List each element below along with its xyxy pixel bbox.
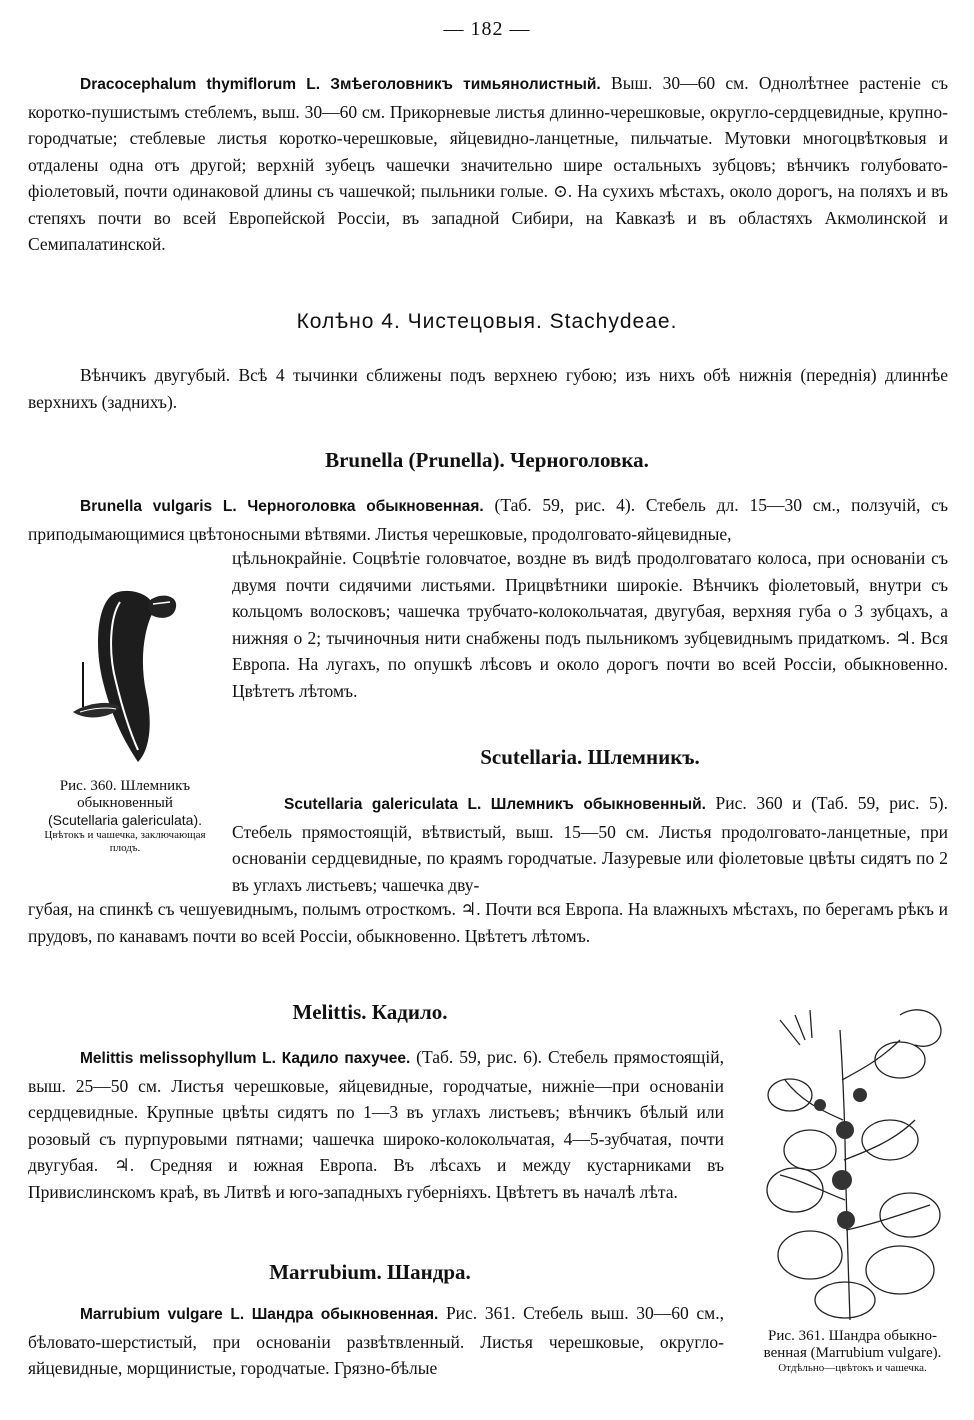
melittis-description: (Таб. 59, рис. 6). Стебель прямостоящій, выш. 25—50 см. Листья черешковые, яйцевидные, городчатые, нижніе—при основаніи сердцевидные. Крупные цвѣты сидятъ по 1—3 въ углахъ листьевъ; вѣнчикъ бѣлый или розовый съ пурпуровыми пятнами; чашечка широко-колокольчатая, 4—5-зубчатая, почти двугубая. ♃. Средняя и южная Европа. Въ лѣсахъ и между кустарниками въ Привислинскомъ краѣ, въ Литвѣ и юго-западныхъ губерніяхъ. Цвѣтетъ въ началѣ лѣта. [28, 1047, 724, 1202]
dracocephalum-species-name: Dracocephalum thymiflorum L. Змѣеголовникъ тимьянолистный. [80, 76, 601, 93]
brunella-paragraph-start [28, 492, 948, 547]
figure-360-caption [30, 778, 220, 855]
marrubium-paragraph [28, 1300, 724, 1382]
figure-361-caption-title: Рис. 361. Шандра обыкно- [768, 1328, 937, 1344]
brunella-description-continued: цѣльнокрайніе. Соцвѣтіе головчатое, воздне въ видѣ продолговатаго колоса, при основаніи съ двумя почти сидячими листьями. Прицвѣтники широкіе. Вѣнчикъ фіолетовый, внутри съ кольцомъ волосковъ; чашечка трубчато-колокольчатая, двугубая, верхняя губа о 3 зубцахъ, а нижняя о 2; тычиночныя нити снабжены подъ пыльникомъ зубцевиднымъ придаткомъ. ♃. Вся Европа. На лугахъ, по опушкѣ лѣсовъ и около дорогъ почти во всей Россіи, обыкновенно. Цвѣтетъ лѣтомъ. [232, 548, 948, 701]
marrubium-description: Рис. 361. Стебель выш. 30—60 см., бѣловато-шерстистый, при основаніи развѣтвленный. Листья черешковые, округло-яйцевидные, морщинистые, городчатые. Грязно-бѣлые [28, 1303, 724, 1378]
tribe-description: Вѣнчикъ двугубый. Всѣ 4 тычинки сближены подъ верхнею губою; изъ нихъ обѣ нижнія (переднія) длиннѣе верхнихъ (заднихъ). [28, 365, 948, 412]
scutellaria-paragraph [232, 790, 948, 898]
figure-360-caption-common-name: обыкновенный [77, 795, 173, 811]
dracocephalum-description: Выш. 30—60 см. Однолѣтнее растеніе съ коротко-пушистымъ стеблемъ, выш. 30—60 см. Прикорневые листья длинно-черешковые, округло-сердцевидные, крупно-городчатые; стеблевые листья коротко-черешковые, яйцевидно-ланцетные, пильчатые. Мутовки многоцвѣтковыя и отдалены одна отъ другой; верхній зубецъ чашечки значительно шире остальныхъ зубцовъ; вѣнчикъ голубовато-фіолетовый, почти одинаковой длины съ чашечкой; пыльники голые. ⊙. На сухихъ мѣстахъ, около дорогъ, на поляхъ и въ степяхъ почти во всей Европейской Россіи, въ западной Сибири, на Кавказѣ и въ областяхъ Акмолинской и Семипалатинской. [28, 73, 948, 254]
figure-360-caption-note: Цвѣтокъ и чашечка, заключающая плодъ. [44, 829, 206, 854]
melittis-species-name: Melittis melissophyllum L. Кадило пахучее. [80, 1050, 411, 1067]
brunella-description-start: (Таб. 59, рис. 4). Стебель дл. 15—30 см., ползучій, съ приподымающимися цвѣтоносными вѣтвями. Листья черешковые, продолговато-яйцевидные, [28, 495, 949, 544]
brunella-genus-heading: Brunella (Prunella). Черноголовка. [325, 448, 649, 472]
marrubium-genus-heading: Marrubium. Шандра. [269, 1260, 471, 1284]
scutellaria-description-continued: губая, на спинкѣ съ чешуевиднымъ, полымъ отросткомъ. ♃. Почти вся Европа. На влажныхъ мѣстахъ, по берегамъ рѣкъ и прудовъ, по канавамъ почти во всей Россіи, обыкновенно. Цвѣтетъ лѣтомъ. [28, 899, 948, 946]
brunella-species-name: Brunella vulgaris L. Черноголовка обыкновенная. [80, 498, 484, 515]
figure-360-caption-latin: (Scutellaria galericulata). [47, 812, 203, 828]
marrubium-illustration [750, 1000, 960, 1325]
figure-360-caption-title: Рис. 360. Шлемникъ [59, 778, 191, 794]
scutellaria-species-name: Scutellaria galericulata L. Шлемникъ обыкновенный. [284, 796, 706, 813]
figure-361-caption-note: Отдѣльно—цвѣтокъ и чашечка. [778, 1362, 927, 1374]
scutellaria-description-start: Рис. 360 и (Таб. 59, рис. 5). Стебель прямостоящій, вѣтвистый, выш. 15—50 см. Листья продолговато-ланцетные, при основаніи сердцевидные, по краямъ городчатые. Лазуревые или фіолетовые цвѣты сидятъ по 2 въ углахъ листьевъ; чашечка дву- [232, 793, 948, 895]
melittis-genus-heading: Melittis. Кадило. [292, 1000, 448, 1024]
figure-361-caption [740, 1328, 965, 1375]
scutellaria-illustration [58, 572, 208, 772]
tribe-heading: Колѣно 4. Чистецовыя. Stachydeae. [296, 310, 678, 333]
marrubium-species-name: Marrubium vulgare L. Шандра обыкновенная. [80, 1306, 439, 1323]
figure-361-caption-latin: венная (Marrubium vulgare). [763, 1345, 942, 1361]
page-number: — 182 — [443, 18, 531, 40]
melittis-paragraph [28, 1044, 724, 1205]
dracocephalum-paragraph [28, 70, 948, 258]
scutellaria-genus-heading: Scutellaria. Шлемникъ. [480, 745, 700, 769]
